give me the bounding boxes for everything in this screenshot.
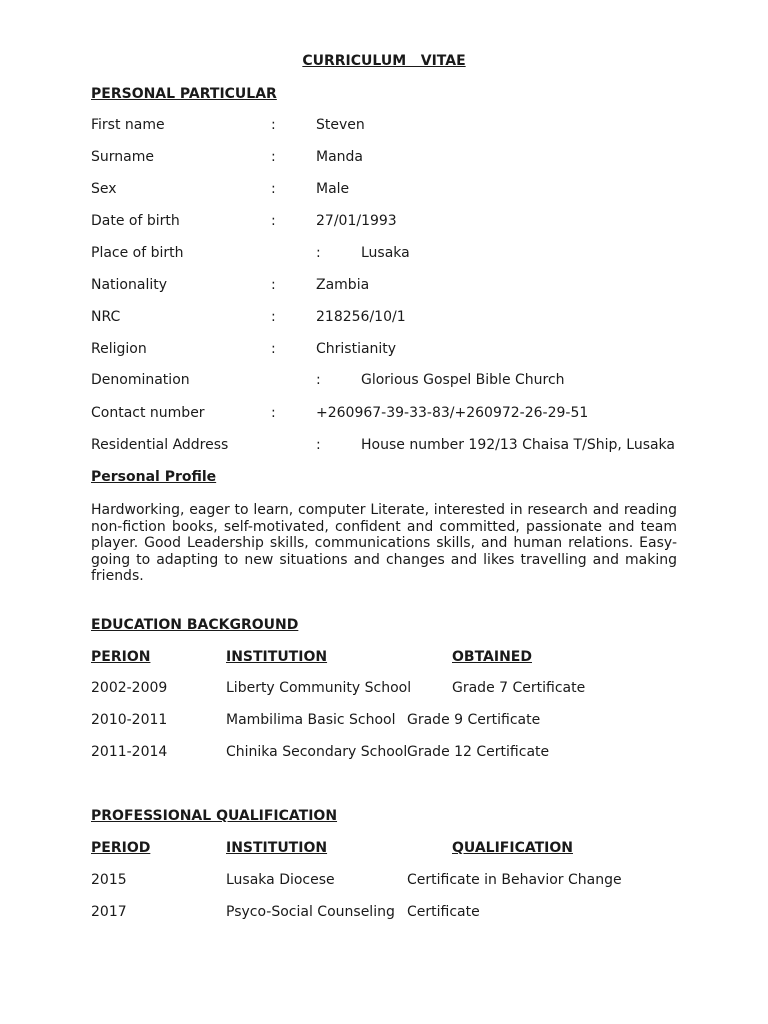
professional-institution: Lusaka Diocese: [226, 872, 335, 888]
professional-period: 2017: [91, 904, 127, 920]
professional-period: 2015: [91, 872, 127, 888]
professional-qualification: Certificate in Behavior Change: [407, 872, 622, 888]
personal-label: NRC: [91, 309, 121, 325]
personal-label: Date of birth: [91, 213, 180, 229]
education-period: 2011-2014: [91, 744, 168, 760]
personal-colon: :: [316, 245, 321, 261]
professional-col-institution: INSTITUTION: [226, 840, 328, 856]
personal-value: House number 192/13 Chaisa T/Ship, Lusaka: [361, 437, 676, 453]
personal-value: Steven: [316, 117, 365, 133]
personal-colon: :: [271, 149, 276, 165]
document-title: CURRICULUM VITAE: [302, 53, 466, 69]
personal-colon: :: [271, 277, 276, 293]
personal-colon: :: [271, 213, 276, 229]
education-institution: Chinika Secondary School: [226, 744, 408, 760]
personal-label: Nationality: [91, 277, 168, 293]
personal-label: Surname: [91, 149, 154, 165]
personal-colon: :: [271, 181, 276, 197]
personal-value: +260967-39-33-83/+260972-26-29-51: [316, 405, 589, 421]
personal-label: Religion: [91, 341, 147, 357]
personal-colon: :: [316, 372, 321, 388]
education-institution: Mambilima Basic School: [226, 712, 396, 728]
education-col-institution: INSTITUTION: [226, 649, 328, 665]
personal-value: Lusaka: [361, 245, 410, 261]
education-obtained: Grade 12 Certificate: [407, 744, 550, 760]
education-obtained: Grade 9 Certificate: [407, 712, 541, 728]
personal-heading: PERSONAL PARTICULAR: [91, 86, 277, 102]
personal-colon: :: [271, 405, 276, 421]
education-obtained: Grade 7 Certificate: [452, 680, 586, 696]
personal-label: Place of birth: [91, 245, 184, 261]
personal-value: Glorious Gospel Bible Church: [361, 372, 565, 388]
personal-label: Residential Address: [91, 437, 229, 453]
personal-label: First name: [91, 117, 165, 133]
personal-label: Denomination: [91, 372, 190, 388]
education-col-period: PERION: [91, 649, 151, 665]
profile-heading: Personal Profile: [91, 469, 217, 485]
personal-value: Christianity: [316, 341, 397, 357]
personal-value: Male: [316, 181, 350, 197]
education-col-obtained: OBTAINED: [452, 649, 532, 665]
personal-value: 218256/10/1: [316, 309, 406, 325]
education-period: 2002-2009: [91, 680, 168, 696]
personal-colon: :: [271, 309, 276, 325]
personal-label: Contact number: [91, 405, 205, 421]
education-heading: EDUCATION BACKGROUND: [91, 617, 299, 633]
profile-text: Hardworking, eager to learn, computer Literate, interested in research and reading non-fiction books, self-motivated, confident and committed, passionate and team player. Good Leadership skills, communications skills, and human relations. Easy-going to adapting to new situations and changes and likes travelling and making friends.: [91, 502, 677, 585]
personal-colon: :: [271, 117, 276, 133]
personal-value: Zambia: [316, 277, 370, 293]
professional-heading: PROFESSIONAL QUALIFICATION: [91, 808, 338, 824]
personal-value: Manda: [316, 149, 363, 165]
personal-colon: :: [316, 437, 321, 453]
professional-qualification: Certificate: [407, 904, 480, 920]
personal-label: Sex: [91, 181, 117, 197]
personal-colon: :: [271, 341, 276, 357]
professional-col-qualification: QUALIFICATION: [452, 840, 573, 856]
education-period: 2010-2011: [91, 712, 168, 728]
professional-col-period: PERIOD: [91, 840, 151, 856]
education-institution: Liberty Community School: [226, 680, 412, 696]
professional-institution: Psyco-Social Counseling: [226, 904, 395, 920]
personal-value: 27/01/1993: [316, 213, 397, 229]
